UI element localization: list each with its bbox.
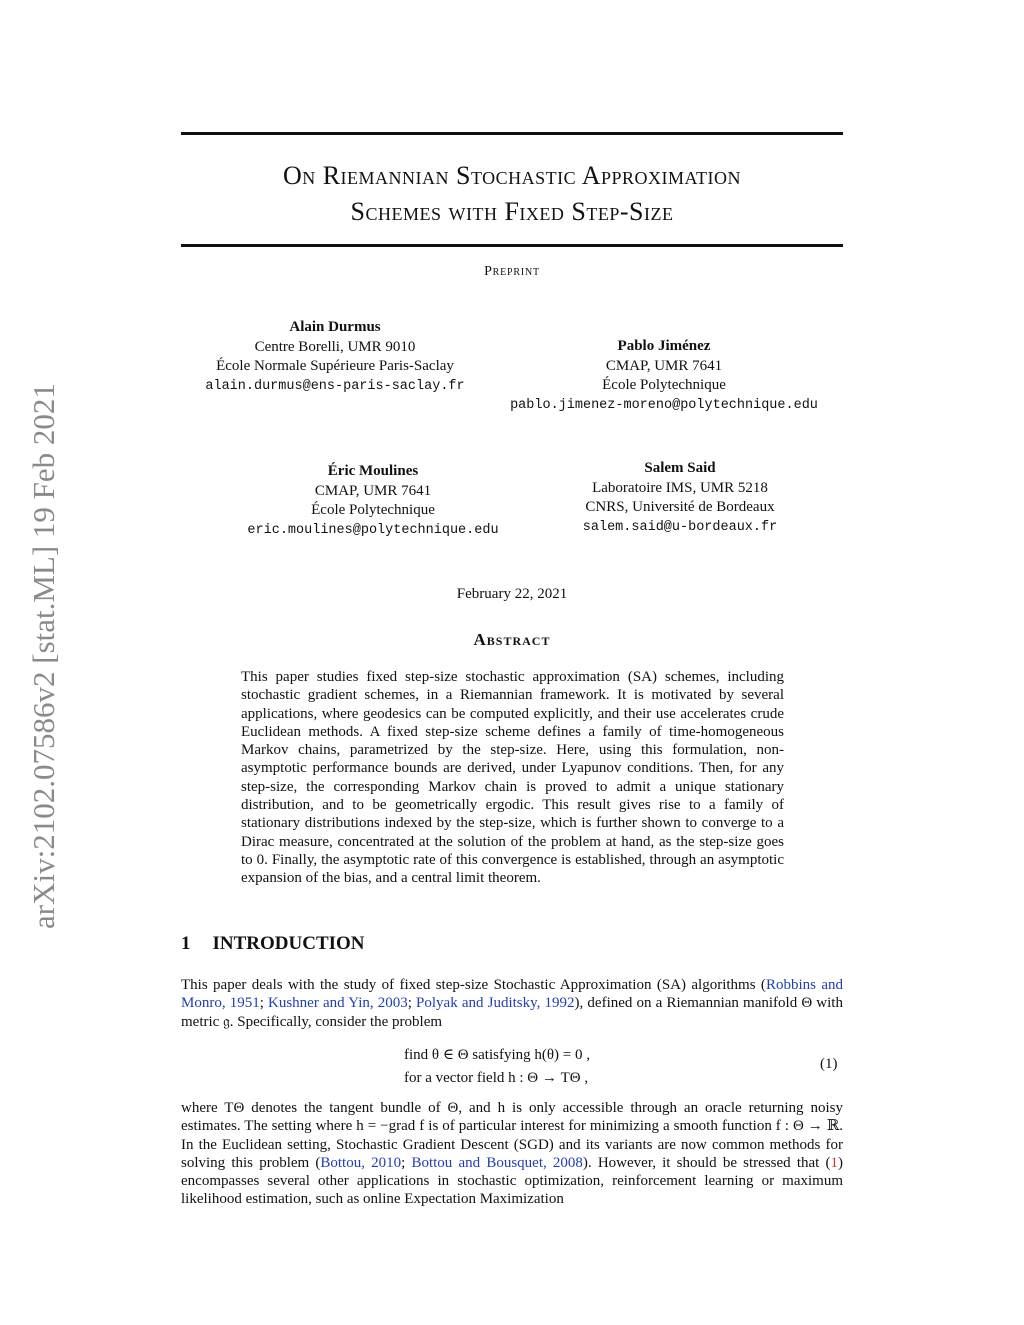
author-affiliation: CMAP, UMR 7641 [605, 357, 723, 374]
author-affiliation: École Polytechnique [602, 377, 726, 393]
section-title: INTRODUCTION [212, 933, 365, 954]
citation-link[interactable]: Kushner and Yin, 2003 [268, 995, 408, 1012]
author-affiliation: CMAP, UMR 7641 [314, 482, 432, 499]
abstract-heading: Abstract [473, 630, 551, 649]
text-run: ; [401, 1154, 412, 1171]
text-run: ; [407, 995, 417, 1012]
citation-link[interactable]: Robbins and Monro, 1951 [181, 977, 843, 1012]
text-run: ; [259, 995, 269, 1012]
citation-link[interactable]: Bottou and Bousquet, 2008 [411, 1154, 583, 1171]
text-run: This paper deals with the study of fixed step-size Stochastic Approximation (SA) algorithms ( [181, 977, 766, 993]
title-top-rule [181, 132, 843, 135]
author-block [190, 318, 480, 396]
text-run: where TΘ denotes the tangent bundle of Θ, and h is only accessible through an oracle returning noisy estimates. The setting where h = −grad f is of particular interest for minimizing a smooth function f : Θ → ℝ. In the Euclidean setting, Stochastic Gradient Descent (SGD) and its variants are now common methods for solving this problem ( [181, 1100, 843, 1171]
author-email[interactable]: alain.durmus@ens-paris-saclay.fr [205, 378, 465, 394]
equation-number: (1) [820, 1056, 838, 1072]
author-name: Pablo Jiménez [617, 338, 711, 354]
section-heading [181, 933, 365, 955]
author-name: Salem Said [644, 460, 716, 476]
title-line-2: Schemes with Fixed Step-Size [350, 197, 674, 226]
intro-paragraph [181, 1099, 843, 1209]
text-run: ) encompasses several other applications in stochastic optimization, reinforcement learning or maximum likelihood estimation, such as online Expectation Maximization [181, 1154, 843, 1208]
preprint-label: Preprint [484, 264, 540, 279]
author-email[interactable]: salem.said@u-bordeaux.fr [582, 519, 778, 535]
text-run: ). However, it should be stressed that ( [582, 1154, 831, 1171]
author-affiliation: École Polytechnique [311, 502, 435, 518]
author-affiliation: Laboratoire IMS, UMR 5218 [592, 479, 768, 496]
paper-date: February 22, 2021 [456, 586, 568, 602]
text-run: ), defined on a Riemannian manifold Θ with metric 𝔤. Specifically, consider the problem [181, 995, 843, 1030]
author-email[interactable]: eric.moulines@polytechnique.edu [247, 522, 499, 538]
equation-line: find θ ∈ Θ satisfying h(θ) = 0 , [404, 1047, 590, 1063]
author-affiliation: École Normale Supérieure Paris-Saclay [216, 358, 454, 374]
title-bottom-rule [181, 244, 843, 247]
intro-paragraph [181, 976, 843, 1031]
citation-link[interactable]: Bottou, 2010 [320, 1154, 402, 1171]
paper-title [181, 158, 843, 230]
author-affiliation: Centre Borelli, UMR 9010 [254, 338, 416, 355]
equation-block [404, 1044, 590, 1090]
author-affiliation: CNRS, Université de Bordeaux [585, 499, 775, 515]
author-name: Éric Moulines [327, 463, 419, 479]
arxiv-side-stamp [22, 352, 66, 960]
author-email[interactable]: pablo.jimenez-moreno@polytechnique.edu [510, 397, 818, 413]
title-line-1: On Riemannian Stochastic Approximation [282, 161, 742, 190]
author-block [494, 337, 834, 415]
arxiv-identifier: arXiv:2102.07586v2 [stat.ML] 19 Feb 2021 [26, 383, 61, 929]
section-number: 1 [181, 933, 191, 954]
author-block [562, 459, 798, 537]
equation-line: for a vector field h : Θ → TΘ , [404, 1070, 589, 1086]
author-block [230, 462, 516, 540]
equation-reference-link[interactable]: 1 [830, 1154, 838, 1171]
abstract-text: This paper studies fixed step-size stochastic approximation (SA) schemes, including stochastic gradient schemes, in a Riemannian framework. It is motivated by several applications, where geodesics can be computed explicitly, and their use accelerates crude Euclidean methods. A fixed step-size scheme defines a family of time-homogeneous Markov chains, parametrized by the step-size. Here, using this formulation, non-asymptotic performance bounds are derived, under Lyapunov conditions. Then, for any step-size, the corresponding Markov chain is proved to admit a unique stationary distribution, and to be geometrically ergodic. This result gives rise to a family of stationary distributions indexed by the step-size, which is further shown to converge to a Dirac measure, concentrated at the solution of the problem at hand, as the step-size goes to 0. Finally, the asymptotic rate of this convergence is established, through an asymptotic expansion of the bias, and a central limit theorem. [241, 669, 784, 887]
citation-link[interactable]: Polyak and Juditsky, 1992 [416, 995, 575, 1012]
author-name: Alain Durmus [289, 319, 381, 335]
